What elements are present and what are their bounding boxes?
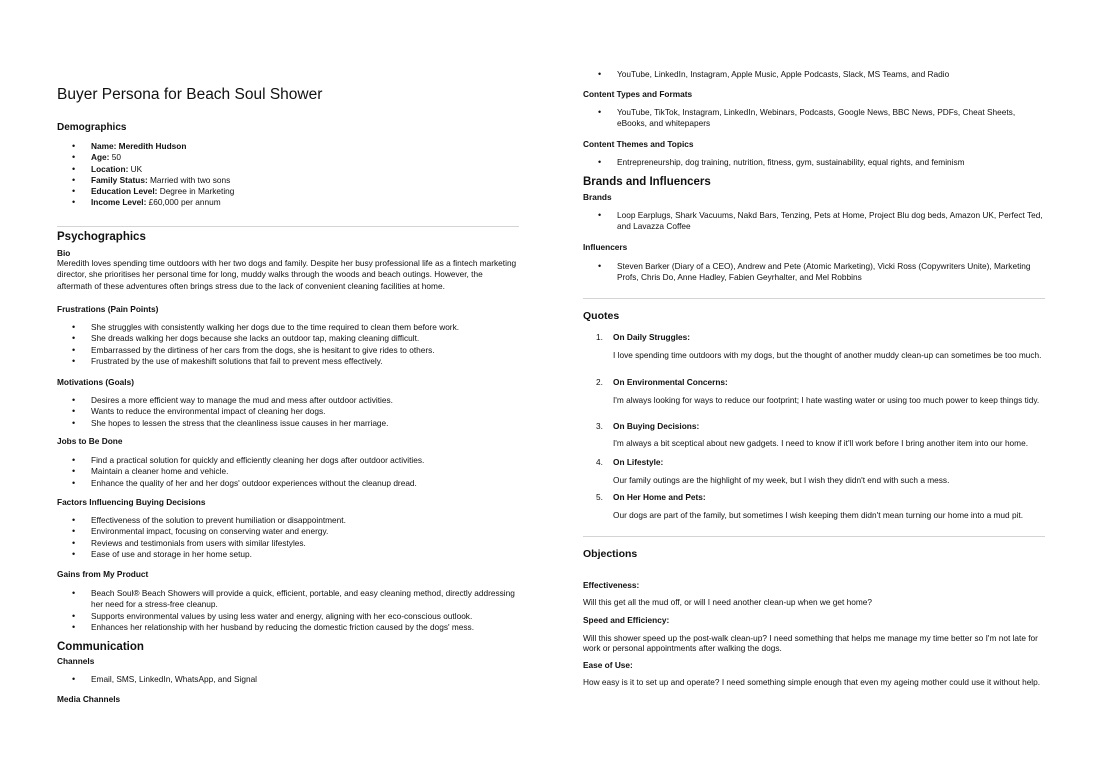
frustration-item: • She dreads walking her dogs because she lacks an outdoor tap, making cleaning difficult. bbox=[72, 333, 519, 344]
content-type-item: • YouTube, TikTok, Instagram, LinkedIn, Webinars, Podcasts, Google News, BBC News, PDFs, Cheat Sheets, eBooks, and whitepapers bbox=[598, 107, 1045, 130]
factor-item: • Reviews and testimonials from users with similar lifestyles. bbox=[72, 538, 519, 549]
psychographics-heading: Psychographics bbox=[57, 231, 146, 243]
demographic-item: • Education Level: Degree in Marketing bbox=[72, 186, 519, 197]
objections-heading: Objections bbox=[583, 548, 638, 560]
motivations-heading: Motivations (Goals) bbox=[57, 377, 134, 387]
motivation-item: • She hopes to lessen the stress that the cleanliness issue causes in her marriage. bbox=[72, 418, 519, 429]
factors-list bbox=[57, 515, 519, 560]
section-divider bbox=[583, 536, 1045, 537]
influencers-heading: Influencers bbox=[583, 242, 628, 252]
channels-heading: Channels bbox=[57, 656, 95, 666]
motivation-item: • Desires a more efficient way to manage the mud and mess after outdoor activities. bbox=[72, 395, 519, 406]
demographic-item: • Name: Meredith Hudson bbox=[72, 141, 519, 152]
channels-list bbox=[57, 674, 519, 685]
jobs-heading: Jobs to Be Done bbox=[57, 436, 123, 446]
media-channels-heading: Media Channels bbox=[57, 694, 121, 704]
quote-text: I'm always a bit sceptical about new gadgets. I need to know if it'll work before I bring another item into our home. bbox=[613, 438, 1029, 448]
bio-text: Meredith loves spending time outdoors with her two dogs and family. Despite her busy professional life as a fintech marketing director, she prioritises her personal time for long, muddy walks through the woods and beach outings. However, the aftermath of these adventures often brings stress due to the lack of convenient cleaning facilities at home. bbox=[57, 258, 517, 291]
section-divider bbox=[57, 226, 519, 227]
bio-heading: Bio bbox=[57, 248, 71, 258]
influencers-list bbox=[583, 261, 1045, 284]
influencer-item: • Steven Barker (Diary of a CEO), Andrew and Pete (Atomic Marketing), Vicki Ross (Copywriters Unite), Marketing Profs, Chris Do, Anne Hadley, Fabien Geyrhalter, and Mel Robbins bbox=[598, 261, 1045, 284]
quote-number: 5. bbox=[596, 492, 603, 502]
quote-text: I love spending time outdoors with my dogs, but the thought of another muddy clean-up can sometimes be too much. bbox=[613, 350, 1042, 360]
brands-list bbox=[583, 210, 1045, 233]
demographic-item: • Location: UK bbox=[72, 164, 519, 175]
objection-text: Will this shower speed up the post-walk clean-up? I need something that helps me manage my time better so I'm not late for work or personal appointments after walking the dogs. bbox=[583, 633, 1038, 653]
quote-title: On Environmental Concerns: bbox=[613, 377, 728, 387]
media-channel-item: • YouTube, LinkedIn, Instagram, Apple Music, Apple Podcasts, Slack, MS Teams, and Radio bbox=[598, 69, 1045, 80]
gains-list bbox=[57, 588, 519, 633]
quotes-heading: Quotes bbox=[583, 310, 620, 322]
section-divider bbox=[583, 298, 1045, 299]
content-types-heading: Content Types and Formats bbox=[583, 89, 693, 99]
factor-item: • Ease of use and storage in her home setup. bbox=[72, 549, 519, 560]
objection-title: Ease of Use: bbox=[583, 660, 633, 670]
gain-item: • Supports environmental values by using less water and energy, aligning with her eco-conscious outlook. bbox=[72, 611, 519, 622]
job-item: • Enhance the quality of her and her dogs' outdoor experiences without the cleanup dread. bbox=[72, 478, 519, 489]
frustrations-heading: Frustrations (Pain Points) bbox=[57, 304, 159, 314]
objection-text: Will this get all the mud off, or will I need another clean-up when we get home? bbox=[583, 597, 873, 607]
factors-heading: Factors Influencing Buying Decisions bbox=[57, 497, 206, 507]
brands-heading: Brands bbox=[583, 192, 612, 202]
channel-item: • Email, SMS, LinkedIn, WhatsApp, and Signal bbox=[72, 674, 519, 685]
gain-item: • Beach Soul® Beach Showers will provide a quick, efficient, portable, and easy cleaning method, directly addressing her need for a stress-free cleanup. bbox=[72, 588, 519, 611]
quote-title: On Buying Decisions: bbox=[613, 421, 700, 431]
media-channels-list bbox=[583, 69, 1045, 80]
content-theme-item: • Entrepreneurship, dog training, nutrition, fitness, gym, sustainability, equal rights, and feminism bbox=[598, 157, 1045, 168]
factor-item: • Effectiveness of the solution to prevent humiliation or disappointment. bbox=[72, 515, 519, 526]
objection-title: Speed and Efficiency: bbox=[583, 615, 670, 625]
demographic-item: • Age: 50 bbox=[72, 152, 519, 163]
motivations-list bbox=[57, 395, 519, 429]
quote-title: On Daily Struggles: bbox=[613, 332, 690, 342]
gain-item: • Enhances her relationship with her husband by reducing the domestic friction caused by the dogs' mess. bbox=[72, 622, 519, 633]
demographic-item: • Family Status: Married with two sons bbox=[72, 175, 519, 186]
quote-title: On Her Home and Pets: bbox=[613, 492, 706, 502]
quote-text: Our family outings are the highlight of my week, but I wish they didn't end with such a mess. bbox=[613, 475, 950, 485]
content-types-list bbox=[583, 107, 1045, 130]
quote-number: 4. bbox=[596, 457, 603, 467]
quote-title: On Lifestyle: bbox=[613, 457, 664, 467]
content-themes-heading: Content Themes and Topics bbox=[583, 139, 694, 149]
frustration-item: • Frustrated by the use of makeshift solutions that fail to prevent mess effectively. bbox=[72, 356, 519, 367]
quote-text: Our dogs are part of the family, but sometimes I wish keeping them didn't mean turning our home into a mud pit. bbox=[613, 510, 1024, 520]
jobs-list bbox=[57, 455, 519, 489]
job-item: • Find a practical solution for quickly and efficiently cleaning her dogs after outdoor activities. bbox=[72, 455, 519, 466]
objection-title: Effectiveness: bbox=[583, 580, 640, 590]
job-item: • Maintain a cleaner home and vehicle. bbox=[72, 466, 519, 477]
frustration-item: • Embarrassed by the dirtiness of her cars from the dogs, she is hesitant to give rides to others. bbox=[72, 345, 519, 356]
document-title: Buyer Persona for Beach Soul Shower bbox=[57, 86, 323, 103]
quote-text: I'm always looking for ways to reduce our footprint; I hate wasting water or using too much power to keep things tidy. bbox=[613, 395, 1040, 405]
demographics-list bbox=[57, 141, 519, 209]
gains-heading: Gains from My Product bbox=[57, 569, 149, 579]
quote-number: 1. bbox=[596, 332, 603, 342]
motivation-item: • Wants to reduce the environmental impact of cleaning her dogs. bbox=[72, 406, 519, 417]
content-themes-list bbox=[583, 157, 1045, 168]
factor-item: • Environmental impact, focusing on conserving water and energy. bbox=[72, 526, 519, 537]
frustration-item: • She struggles with consistently walking her dogs due to the time required to clean them before work. bbox=[72, 322, 519, 333]
demographic-item: • Income Level: £60,000 per annum bbox=[72, 197, 519, 208]
quote-number: 3. bbox=[596, 421, 603, 431]
brand-item: • Loop Earplugs, Shark Vacuums, Nakd Bars, Tenzing, Pets at Home, Project Blu dog beds, Amazon UK, Perfect Ted, and Lavazza Coffee bbox=[598, 210, 1045, 233]
brands-influencers-heading: Brands and Influencers bbox=[583, 176, 711, 188]
quote-number: 2. bbox=[596, 377, 603, 387]
objection-text: How easy is it to set up and operate? I need something simple enough that even my ageing mother could use it without help. bbox=[583, 677, 1041, 687]
frustrations-list bbox=[57, 322, 519, 367]
demographics-heading: Demographics bbox=[57, 122, 127, 133]
communication-heading: Communication bbox=[57, 641, 144, 653]
